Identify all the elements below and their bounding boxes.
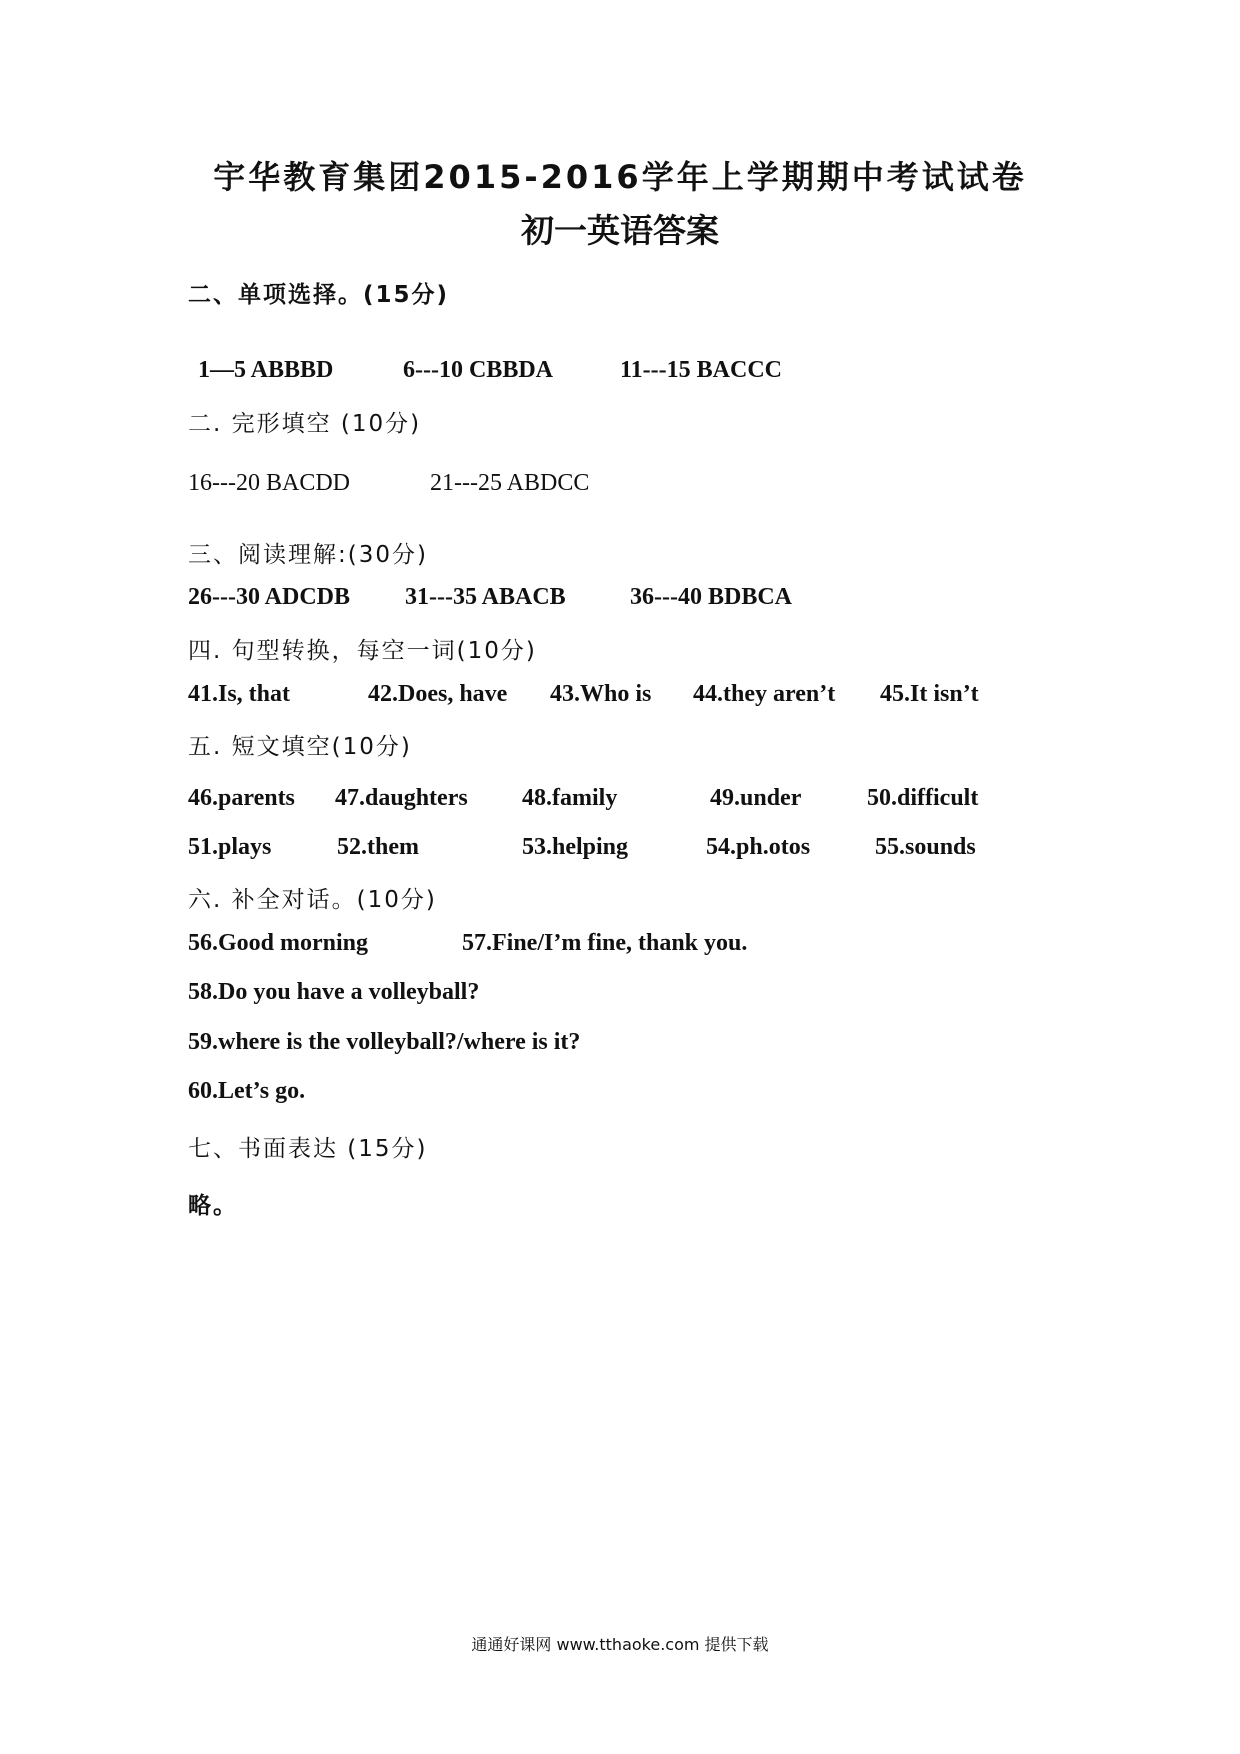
section-heading-cloze: 二. 完形填空 (10分) <box>188 411 422 437</box>
page-title: 宇华教育集团2015-2016学年上学期期中考试试卷 <box>213 158 1027 196</box>
answer-cloze-1: 16---20 BACDD <box>188 470 350 496</box>
answer-fill-51: 51.plays <box>188 834 272 860</box>
answer-reading-1: 26---30 ADCDB <box>188 584 350 610</box>
section-heading-passage-fill: 五. 短文填空(10分) <box>188 734 412 760</box>
answer-mc-2: 6---10 CBBDA <box>403 357 553 383</box>
answer-dialog-56: 56.Good morning <box>188 930 369 956</box>
answer-fill-53: 53.helping <box>522 834 629 860</box>
answer-mc-3: 11---15 BACCC <box>620 357 782 383</box>
answer-transform-41: 41.Is, that <box>188 681 291 707</box>
answer-transform-44: 44.they aren’t <box>693 681 836 707</box>
answer-transform-42: 42.Does, have <box>368 681 508 707</box>
answer-reading-2: 31---35 ABACB <box>405 584 566 610</box>
section-heading-dialog: 六. 补全对话。(10分) <box>188 887 437 913</box>
footer-source: 通通好课网 www.tthaoke.com 提供下载 <box>471 1635 769 1654</box>
section-heading-multiple-choice: 二、单项选择。(15分) <box>188 282 450 308</box>
answer-fill-50: 50.difficult <box>867 785 979 811</box>
answer-dialog-59: 59.where is the volleyball?/where is it? <box>188 1029 581 1055</box>
answer-fill-48: 48.family <box>522 785 618 811</box>
answer-mc-1: 1—5 ABBBD <box>198 357 334 383</box>
answer-fill-55: 55.sounds <box>875 834 976 860</box>
answer-dialog-58: 58.Do you have a volleyball? <box>188 979 480 1005</box>
section-heading-writing: 七、书面表达 (15分) <box>188 1136 428 1162</box>
answer-writing: 略。 <box>188 1193 238 1219</box>
answer-fill-52: 52.them <box>337 834 419 860</box>
page-subtitle: 初一英语答案 <box>521 211 719 250</box>
answer-reading-3: 36---40 BDBCA <box>630 584 792 610</box>
answer-fill-47: 47.daughters <box>335 785 468 811</box>
answer-dialog-57: 57.Fine/I’m fine, thank you. <box>462 930 748 956</box>
answer-transform-45: 45.It isn’t <box>880 681 979 707</box>
answer-fill-54: 54.ph.otos <box>706 834 811 860</box>
answer-cloze-2: 21---25 ABDCC <box>430 470 590 496</box>
answer-fill-49: 49.under <box>710 785 802 811</box>
answer-fill-46: 46.parents <box>188 785 295 811</box>
answer-dialog-60: 60.Let’s go. <box>188 1078 306 1104</box>
section-heading-reading: 三、阅读理解:(30分) <box>188 542 428 568</box>
answer-transform-43: 43.Who is <box>550 681 652 707</box>
section-heading-sentence-transform: 四. 句型转换，每空一词(10分) <box>188 638 537 664</box>
